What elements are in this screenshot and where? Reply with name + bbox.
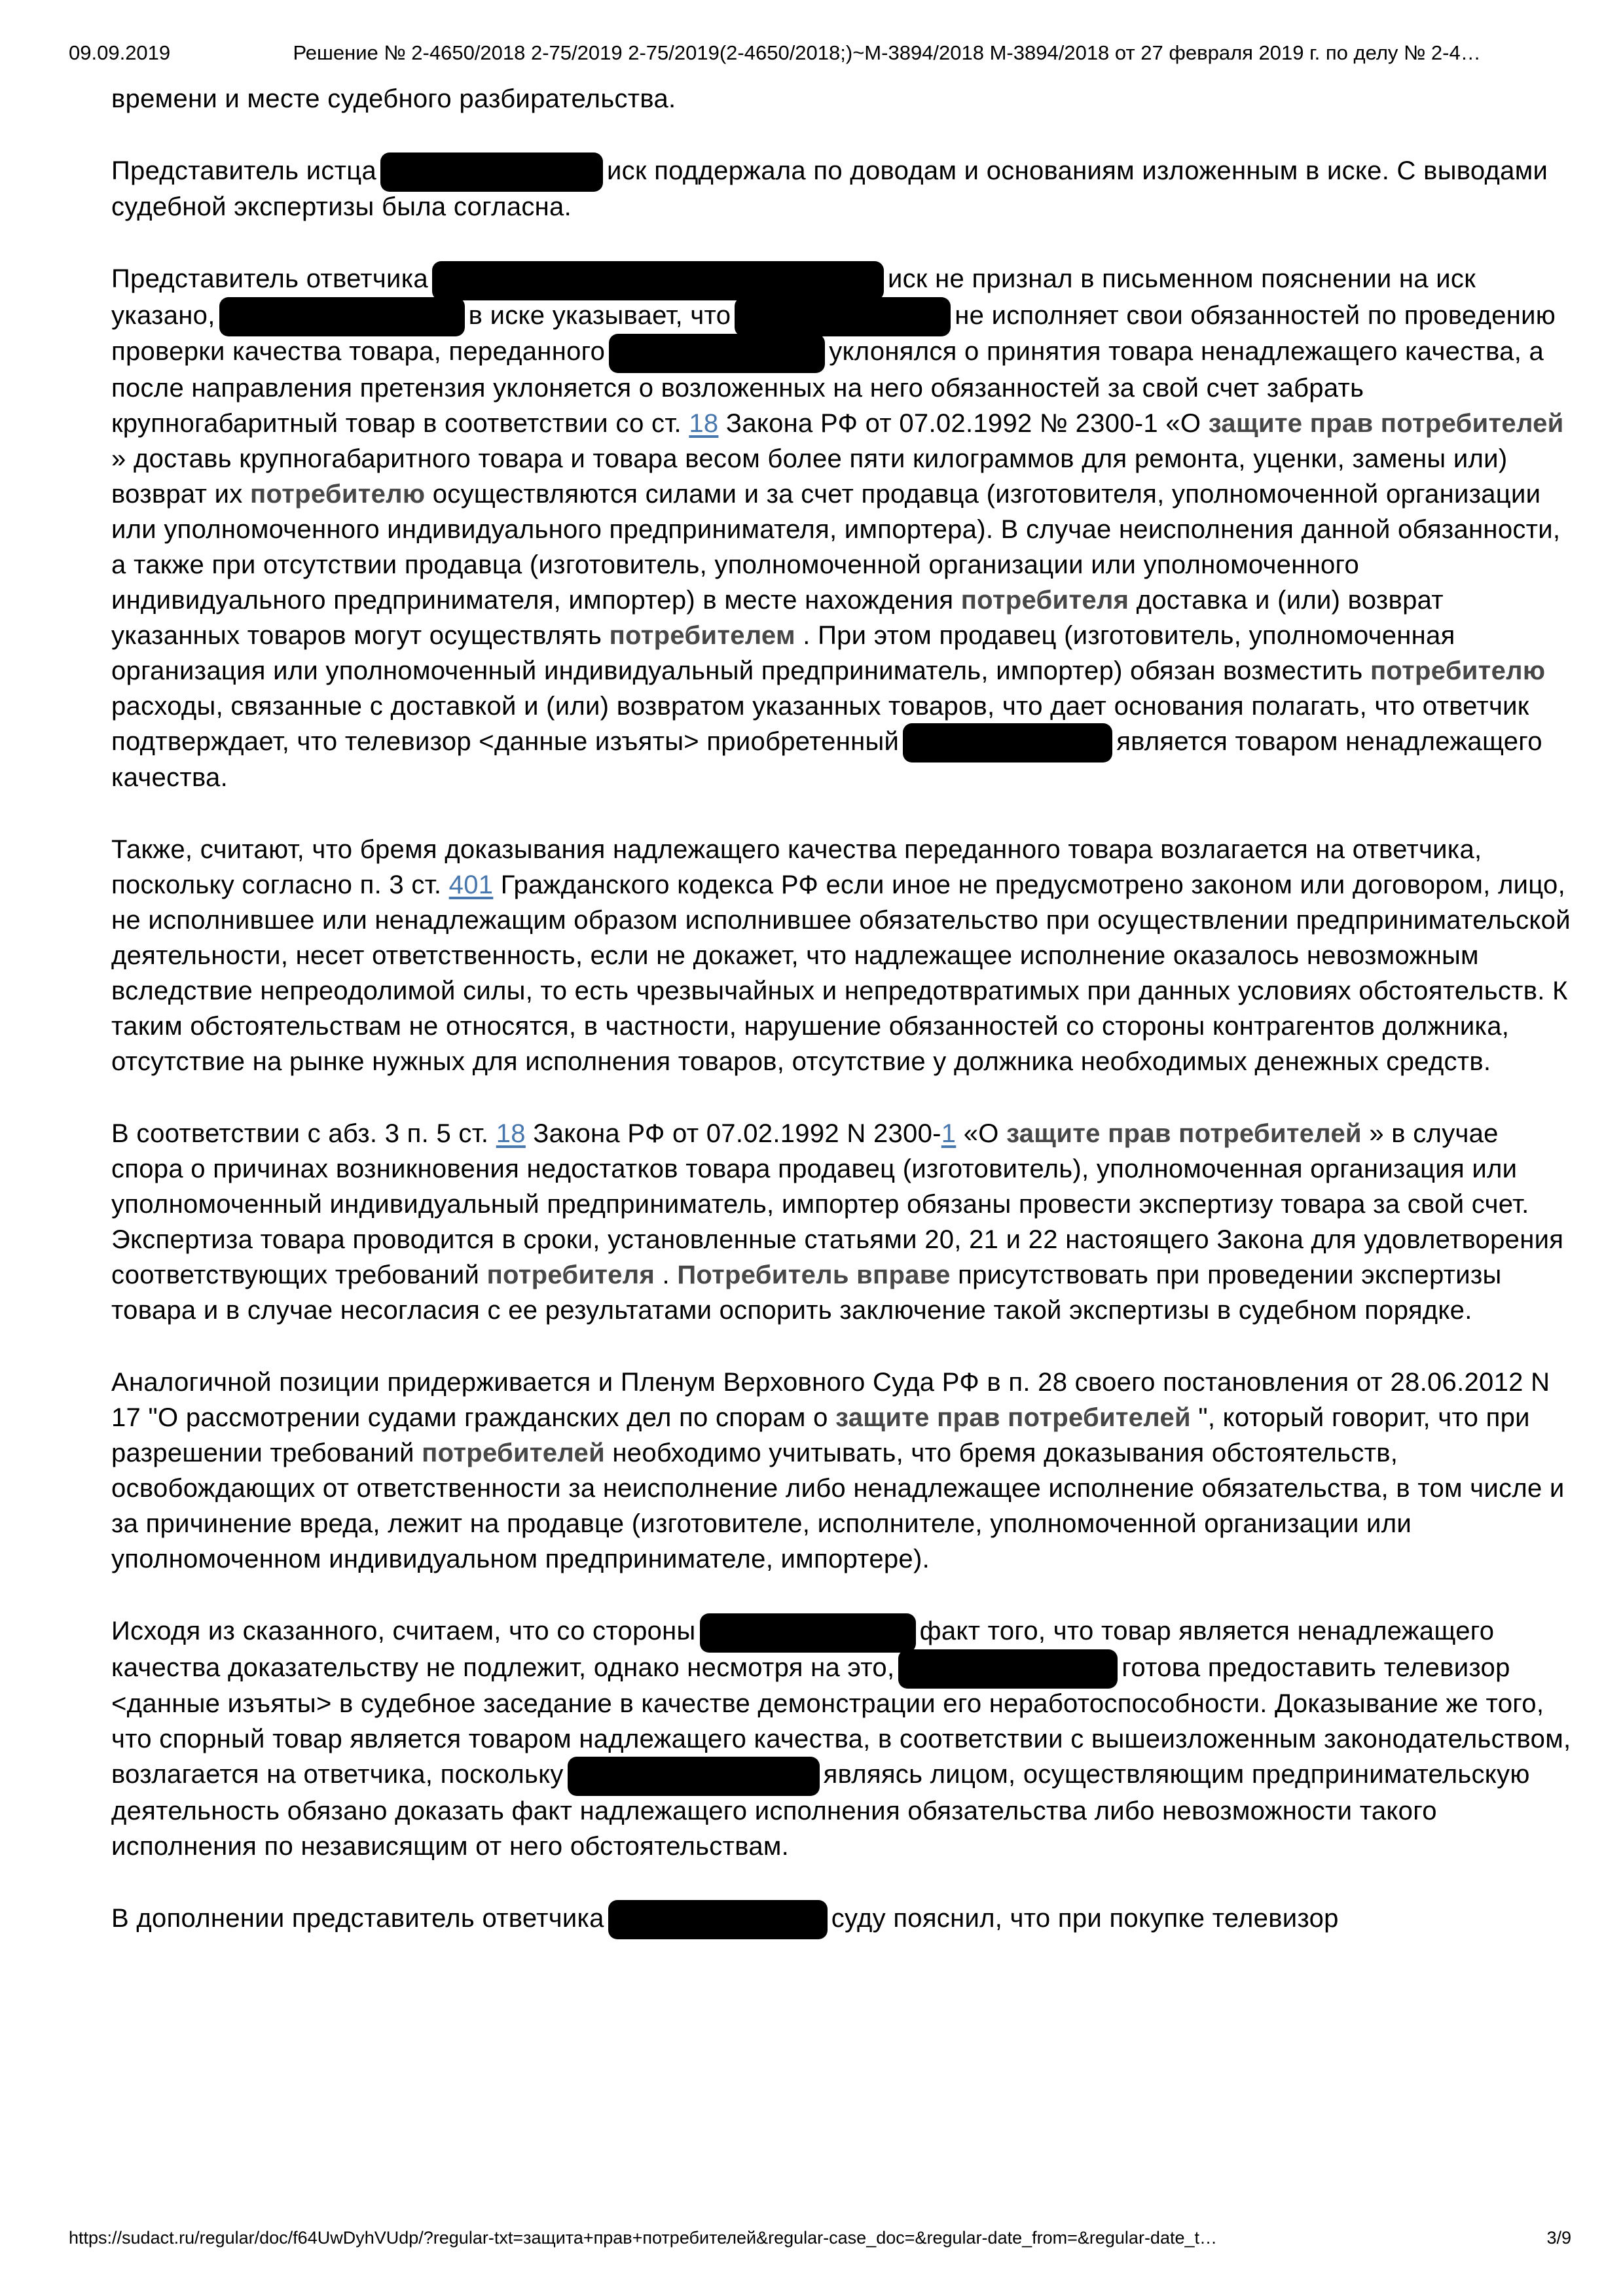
redaction-bar <box>568 1757 820 1796</box>
redaction-bar <box>903 723 1112 762</box>
text-run: Исходя из сказанного, считаем, что со стороны <box>111 1617 696 1646</box>
search-term-highlight: потребителю <box>250 479 426 509</box>
law-article-link[interactable]: 18 <box>689 408 719 438</box>
text-run: Закона РФ от 07.02.1992 № 2300-1 «О <box>718 408 1209 438</box>
text-run: иск поддержала по доводам и основаниям изложенным в иске. С выводами судебной экспертизы была согласна. <box>111 156 1548 222</box>
text-run: Аналогичной позиции придерживается и Пленум Верховного Суда РФ в п. 28 своего постановления от 28.06.2012 N 17 "О рассмотрении судами гражданских дел по спорам о <box>111 1368 1550 1433</box>
search-term-highlight: потребителем <box>609 620 795 650</box>
law-article-link[interactable]: 18 <box>496 1119 526 1149</box>
source-url: https://sudact.ru/regular/doc/f64UwDyhVUdp/?regular-txt=защита+прав+потребителей&regular-case_doc=&regular-date_from=&regular-date_t… <box>69 2228 1217 2248</box>
text-run: факт того, что товар является ненадлежащего качества доказательству не подлежит, однако несмотря на это, <box>111 1617 1495 1682</box>
text-run: является товаром ненадлежащего качества. <box>111 726 1542 793</box>
text-run: В соответствии с абз. 3 п. 5 ст. <box>111 1119 496 1149</box>
text-run: необходимо учитывать, что бремя доказывания обстоятельств, освобождающих от ответственности за неисполнение либо ненадлежащее исполнение обязательства, в том числе и за причинение вреда, лежит на продавце (изготовителе, исполнителе, уполномоченной организации или уполномоченном индивидуальном предпринимателе, импортере). <box>111 1439 1565 1574</box>
text-run: . <box>655 1261 678 1290</box>
document-title: Решение № 2-4650/2018 2-75/2019 2-75/2019(2-4650/2018;)~М-3894/2018 М-3894/2018 от 27 февраля 2019 г. по делу № 2-4… <box>293 41 1481 64</box>
print-footer <box>69 2227 1571 2249</box>
redaction-bar <box>735 297 951 336</box>
text-run: расходы, связанные с доставкой и (или) возвратом указанных товаров, что дает основания полагать, что ответчик подтверждает, что телевизор <данные изъяты> приобретенный <box>111 691 1529 756</box>
paragraph <box>111 832 1575 1079</box>
search-term-highlight: защите прав потребителей <box>1006 1119 1362 1149</box>
text-run: доставка и (или) возврат указанных товаров могут осуществлять <box>111 585 1444 650</box>
law-article-link[interactable]: 1 <box>941 1119 957 1149</box>
redaction-bar <box>219 297 465 336</box>
search-term-highlight: потребителей <box>422 1439 605 1468</box>
redaction-bar <box>898 1649 1118 1689</box>
paragraph <box>111 81 1575 117</box>
text-run: осуществляются силами и за счет продавца (изготовителя, уполномоченной организации или уполномоченного индивидуального предпринимателя, импортера). В случае неисполнения данной обязанности, а также при отсутствии продавца (изготовитель, уполномоченной организации или уполномоченного индивидуального предпринимателя, импортер) в месте нахождения <box>111 479 1561 615</box>
search-term-highlight: потребителю <box>1370 656 1546 685</box>
text-run: » в случае спора о причинах возникновения недостатков товара продавец (изготовитель), уполномоченная организация или уполномоченный индивидуальный предприниматель, импортер обязаны провести экспертизу товара за свой счет. Экспертиза товара проводится в сроки, установленные статьями 20, 21 и 22 настоящего Закона для удовлетворения соответствующих требований <box>111 1119 1564 1290</box>
search-term-highlight: защите прав потребителей <box>1208 408 1564 438</box>
text-run: суду пояснил, что при покупке телевизор <box>831 1903 1339 1933</box>
paragraph <box>111 1365 1575 1577</box>
text-run: в иске указывает, что <box>468 300 731 330</box>
paragraph <box>111 261 1575 795</box>
search-term-highlight: Потребитель вправе <box>677 1261 951 1290</box>
text-run: Также, считают, что бремя доказывания надлежащего качества переданного товара возлагается на ответчика, поскольку согласно п. 3 ст. <box>111 835 1482 900</box>
search-term-highlight: потребителя <box>960 585 1129 615</box>
text-run: Гражданского кодекса РФ если иное не предусмотрено законом или договором, лицо, не исполнившее или ненадлежащим образом исполнившее обязательство при осуществлении предпринимательской деятельности, несет ответственность, если не докажет, что надлежащее исполнение оказалось невозможным вследствие непреодолимой силы, то есть чрезвычайных и непредотвратимых при данных условиях обстоятельств. К таким обстоятельствам не относятся, в частности, нарушение обязанностей со стороны контрагентов должника, отсутствие на рынке нужных для исполнения товаров, отсутствие у должника необходимых денежных средств. <box>111 870 1571 1077</box>
paragraph <box>111 1613 1575 1863</box>
paragraph <box>111 1116 1575 1328</box>
text-run: уклонялся о принятия товара ненадлежащего качества, а после направления претензия уклоняется о возложенных на него обязанностей за свой счет забрать крупногабаритный товар в соответствии со ст. <box>111 337 1544 438</box>
text-run: » доставь крупногабаритного товара и товара весом более пяти килограммов для ремонта, уценки, замены или) возврат их <box>111 444 1508 509</box>
text-run: Представитель истца <box>111 156 377 185</box>
text-run: являясь лицом, осуществляющим предпринимательскую деятельность обязано доказать факт надлежащего исполнения обязательства либо невозможности такого исполнения по независящим от него обстоятельствам. <box>111 1760 1530 1861</box>
print-date: 09.09.2019 <box>69 41 171 64</box>
text-run: «О <box>956 1119 1007 1149</box>
text-run: Представитель ответчика <box>111 264 428 294</box>
paragraph <box>111 153 1575 224</box>
text-run: ", который говорит, что при разрешении требований <box>111 1403 1530 1468</box>
text-run: иск не признал в письменном пояснении на иск указано, <box>111 264 1476 330</box>
print-header <box>69 41 1577 65</box>
redaction-bar <box>609 334 825 373</box>
page-indicator: 3/9 <box>1546 2228 1571 2248</box>
text-run: Закона РФ от 07.02.1992 N 2300- <box>525 1119 941 1149</box>
redaction-bar <box>608 1900 828 1939</box>
text-run: не исполняет свои обязанностей по проведению проверки качества товара, переданного <box>111 300 1556 367</box>
document-body <box>111 81 1575 1973</box>
redaction-bar <box>432 261 884 300</box>
text-run: готова предоставить телевизор <данные изъяты> в судебное заседание в качестве демонстрации его неработоспособности. Доказывание же того, что спорный товар является товаром надлежащего качества, в соответствии с вышеизложенным законодательством, возлагается на ответчика, поскольку <box>111 1653 1571 1789</box>
redaction-bar <box>700 1613 916 1653</box>
text-run: . При этом продавец (изготовитель, уполномоченная организация или уполномоченный индивидуальный предприниматель, импортер) обязан возместить <box>111 620 1455 685</box>
search-term-highlight: защите прав потребителей <box>835 1403 1191 1433</box>
paragraph <box>111 1901 1575 1937</box>
text-run: присутствовать при проведении экспертизы товара и в случае несогласия с ее результатами оспорить заключение такой экспертизы в судебном порядке. <box>111 1261 1502 1325</box>
search-term-highlight: потребителя <box>486 1261 655 1290</box>
redaction-bar <box>380 152 603 192</box>
text-run: В дополнении представитель ответчика <box>111 1903 604 1933</box>
text-run: времени и месте судебного разбирательства. <box>111 84 676 113</box>
law-article-link[interactable]: 401 <box>448 870 494 900</box>
